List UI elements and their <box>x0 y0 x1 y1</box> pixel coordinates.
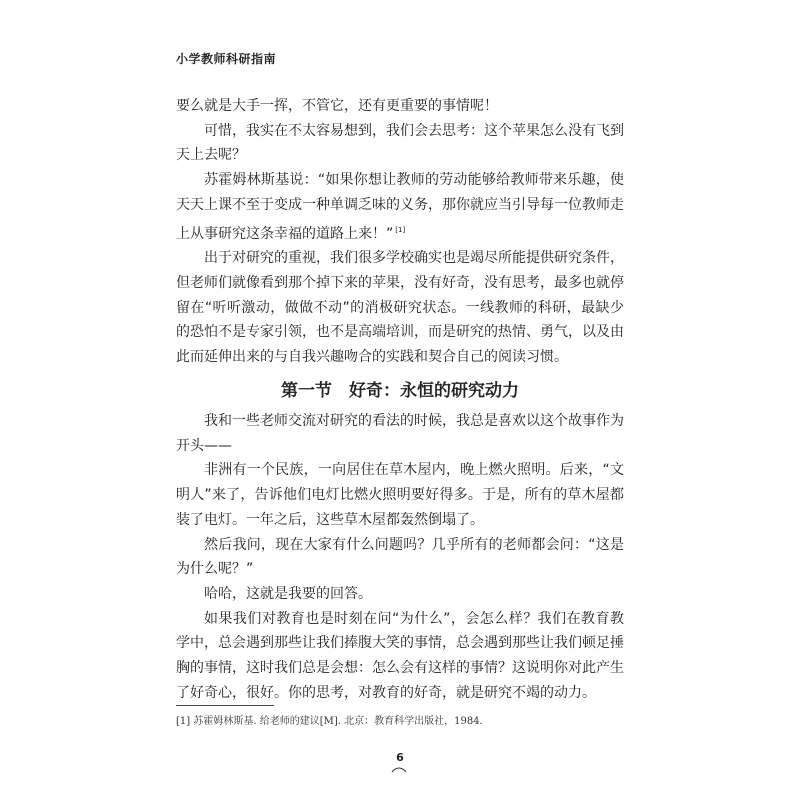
paragraph-with-citation <box>176 168 624 246</box>
section-title: 第一节 好奇：永恒的研究动力 <box>281 381 519 401</box>
paragraph: 要么就是大手一挥，不管它，还有更重要的事情呢！ <box>176 98 498 114</box>
paragraph: 如果我们对教育也是时刻在问“为什么”，会怎么样？我们在教育教学中，总会遇到那些让我们捧腹大笑的事情，总会遇到那些让我们顿足捶胸的事情，这时我们总是会想：怎么会有这样的事情？这说明你对此产生了好奇心，很好。你的思考，对教育的好奇，就是研究不竭的动力。 <box>176 610 624 701</box>
intro-text-block <box>176 94 624 370</box>
paragraph: 出于对研究的重视，我们很多学校确实也是竭尽所能提供研究条件，但老师们就像看到那个掉下来的苹果，没有好奇，没有思考，最多也就停留在“听听激动，做做不动”的消极研究状态。一线教师的科研，最缺少的恐怕不是专家引领，也不是高端培训，而是研究的热情、勇气，以及由此而延伸出来的与自我兴趣吻合的实践和契合自己的阅读习惯。 <box>176 250 624 366</box>
footnote-divider <box>176 705 274 706</box>
paragraph: 我和一些老师交流对研究的看法的时候，我总是喜欢以这个故事作为开头—— <box>176 413 624 454</box>
running-head: 小学教师科研指南 <box>176 52 277 66</box>
page-ornament-icon <box>391 765 407 773</box>
paragraph: 然后我问，现在大家有什么问题吗？几乎所有的老师都会问：“这是为什么呢？” <box>176 536 624 578</box>
footnote-reference[interactable]: [1] <box>395 225 406 234</box>
paragraph: 非洲有一个民族，一向居住在草木屋内，晚上燃火照明。后来，“文明人”来了，告诉他们电灯比燃火照明要好得多。于是，所有的草木屋都装了电灯。一年之后，这些草木屋都轰然倒塌了。 <box>176 462 624 528</box>
page-number: 6 <box>396 751 404 764</box>
section-text-block <box>176 409 624 705</box>
footnote: [1] 苏霍姆林斯基. 给老师的建议[M]. 北京：教育科学出版社，1984. <box>176 716 483 727</box>
citation-quote: 苏霍姆林斯基说：“如果你想让教师的劳动能够给教师带来乐趣，使天天上课不至于变成一种单调乏味的义务，那你就应当引导每一位教师走上从事研究这条幸福的道路上来！” <box>176 172 624 242</box>
paragraph: 哈哈，这就是我要的回答。 <box>204 585 372 602</box>
paragraph: 可惜，我实在不太容易想到，我们会去思考：这个苹果怎么没有飞到天上去呢？ <box>176 122 624 164</box>
